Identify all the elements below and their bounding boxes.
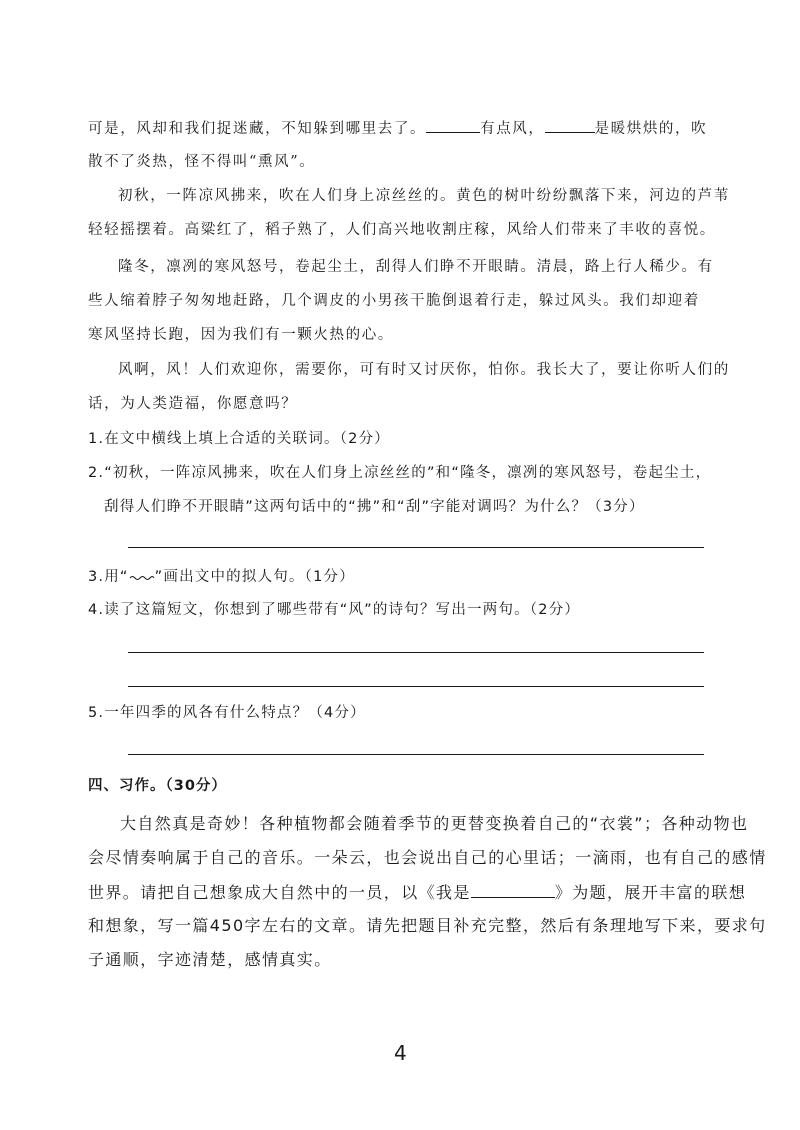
answer-line[interactable] <box>128 652 704 653</box>
composition-line: 大自然真是奇妙！各种植物都会随着季节的更替变换着自己的“衣裳”；各种动物也 <box>120 814 749 833</box>
passage-line: 些人缩着脖子匆匆地赶路，几个调皮的小男孩干脆倒退着行走，躲过风头。我们却迎着 <box>88 293 700 309</box>
answer-line[interactable] <box>128 547 704 548</box>
passage-line: 风啊，风！人们欢迎你，需要你，可有时又讨厌你，怕你。我长大了，要让你听人们的 <box>118 362 730 378</box>
passage-text: 可是，风却和我们捉迷藏，不知躲到哪里去了。 <box>88 121 427 137</box>
wavy-underline-icon <box>129 567 155 581</box>
passage-line: 话，为人类造福，你愿意吗？ <box>88 396 298 412</box>
answer-line[interactable] <box>128 754 704 755</box>
question-4: 4.读了这篇短文，你想到了哪些带有“风”的诗句？写出一两句。（2分） <box>88 602 581 618</box>
question-3 <box>88 567 355 587</box>
passage-line: 初秋，一阵凉风拂来，吹在人们身上凉丝丝的。黄色的树叶纷纷飘落下来，河边的芦苇 <box>118 188 730 204</box>
passage-line: 寒风坚持长跑，因为我们有一颗火热的心。 <box>88 327 394 343</box>
question-2-cont: 刮得人们睁不开眼睛”这两句话中的“拂”和“刮”字能对调吗？为什么？（3分） <box>104 499 645 515</box>
passage-line <box>88 118 707 139</box>
composition-line <box>88 881 746 904</box>
composition-line: 会尽情奏响属于自己的音乐。一朵云，也会说出自己的心里话；一滴雨，也有自己的感情 <box>88 848 767 867</box>
passage-line: 轻轻摇摆着。高粱红了，稻子熟了，人们高兴地收割庄稼，风给人们带来了丰收的喜悦。 <box>88 222 716 238</box>
answer-line[interactable] <box>128 686 704 687</box>
passage-text: 是暖烘烘的，吹 <box>594 121 708 137</box>
section-title: 四、习作。（30分） <box>88 778 227 794</box>
fill-blank[interactable] <box>426 118 480 133</box>
question-5: 5.一年四季的风各有什么特点？（4分） <box>88 705 366 721</box>
fill-blank[interactable] <box>545 118 595 133</box>
composition-text: 》为题，展开丰富的联想 <box>554 883 747 902</box>
composition-line: 和想象，写一篇450字左右的文章。请先把题目补充完整，然后有条理地写下来，要求句 <box>88 916 767 935</box>
question-1: 1.在文中横线上填上合适的关联词。（2分） <box>88 431 391 447</box>
title-blank[interactable] <box>471 881 555 898</box>
passage-text: 有点风， <box>480 121 545 137</box>
passage-line: 隆冬，凛冽的寒风怒号，卷起尘土，刮得人们睁不开眼睛。清晨，路上行人稀少。有 <box>118 259 714 275</box>
question-3-text: 3.用“ <box>88 569 129 585</box>
passage-line: 散不了炎热，怪不得叫“熏风”。 <box>88 154 316 170</box>
composition-text: 世界。请把自己想象成大自然中的一员，以《我是 <box>88 883 471 902</box>
question-2: 2.“初秋，一阵凉风拂来，吹在人们身上凉丝丝的”和“隆冬，凛冽的寒风怒号，卷起尘土， <box>88 465 712 481</box>
page-number: 4 <box>394 1041 407 1065</box>
question-3-text: ”画出文中的拟人句。（1分） <box>154 569 355 585</box>
composition-line: 子通顺，字迹清楚，感情真实。 <box>88 950 332 969</box>
